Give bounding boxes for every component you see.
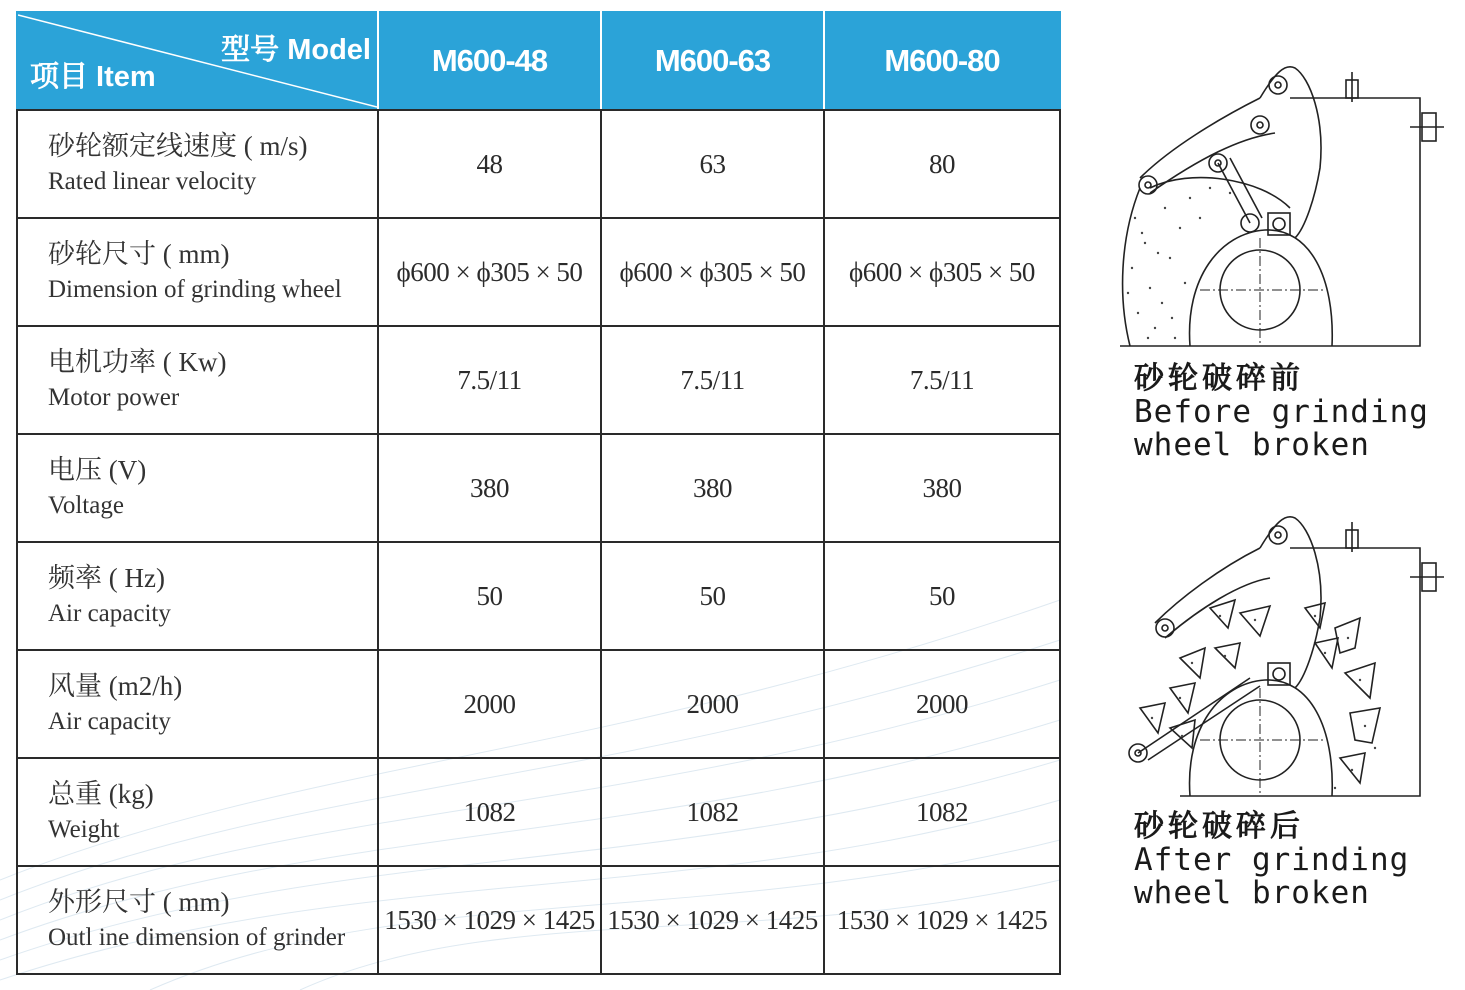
row-label-en: Outl ine dimension of grinder (48, 924, 346, 951)
row-label (17, 110, 378, 218)
grinding-wheel-after-diagram (1110, 508, 1450, 803)
table-cell: 2000 (601, 650, 824, 758)
caption-before-en-line2: wheel broken (1134, 427, 1370, 463)
row-label-en: Air capacity (48, 708, 171, 735)
table-cell: 50 (378, 542, 601, 650)
caption-after (1134, 810, 1409, 910)
row-label-cn: 砂轮尺寸 ( mm) (48, 239, 230, 269)
table-cell: 7.5/11 (601, 326, 824, 434)
table-cell: ϕ600 × ϕ305 × 50 (378, 218, 601, 326)
row-label-en: Motor power (48, 384, 180, 411)
table-cell: ϕ600 × ϕ305 × 50 (601, 218, 824, 326)
row-label (17, 326, 378, 434)
table-cell: 50 (824, 542, 1060, 650)
caption-after-en-line2: wheel broken (1134, 875, 1370, 911)
table-cell: 1082 (824, 758, 1060, 866)
row-label-cn: 外形尺寸 ( mm) (48, 887, 230, 917)
caption-after-cn: 砂轮破碎后 (1134, 809, 1304, 844)
row-label-en: Air capacity (48, 600, 171, 627)
table-cell: 7.5/11 (824, 326, 1060, 434)
row-label-cn: 总重 (kg) (48, 779, 154, 809)
table-cell: 1530 × 1029 × 1425 (601, 866, 824, 974)
table-row (17, 542, 1060, 650)
table-cell: 1530 × 1029 × 1425 (378, 866, 601, 974)
row-label-en: Rated linear velocity (48, 168, 257, 195)
table-row (17, 110, 1060, 218)
caption-before-cn: 砂轮破碎前 (1134, 361, 1304, 396)
table-row (17, 866, 1060, 974)
table-cell: 1082 (601, 758, 824, 866)
row-label-en: Voltage (48, 492, 124, 519)
row-label (17, 758, 378, 866)
table-cell: 80 (824, 110, 1060, 218)
row-label-en: Weight (48, 816, 120, 843)
table-cell: 380 (601, 434, 824, 542)
row-label-cn: 电机功率 ( Kw) (48, 347, 227, 377)
row-label (17, 650, 378, 758)
row-label (17, 434, 378, 542)
table-row (17, 434, 1060, 542)
header-row (17, 12, 1060, 110)
model-header-label: 型号 Model (221, 34, 371, 66)
table-cell: 2000 (824, 650, 1060, 758)
table-cell: 7.5/11 (378, 326, 601, 434)
row-label (17, 542, 378, 650)
row-label (17, 866, 378, 974)
table-cell: 1082 (378, 758, 601, 866)
spec-table (16, 11, 1061, 975)
table-cell: 1530 × 1029 × 1425 (824, 866, 1060, 974)
item-header-label: 项目 Item (30, 61, 156, 93)
table-cell: 380 (378, 434, 601, 542)
table-row (17, 650, 1060, 758)
model-header-m600-63: M600-63 (601, 12, 824, 110)
table-cell: 2000 (378, 650, 601, 758)
model-header-m600-48: M600-48 (378, 12, 601, 110)
caption-before (1134, 362, 1429, 462)
caption-after-en-line1: After grinding (1134, 842, 1410, 878)
row-label-en: Dimension of grinding wheel (48, 276, 342, 303)
corner-header-cell (17, 12, 378, 110)
table-cell: 50 (601, 542, 824, 650)
table-row (17, 218, 1060, 326)
row-label-cn: 砂轮额定线速度 ( m/s) (48, 131, 308, 161)
table-cell: ϕ600 × ϕ305 × 50 (824, 218, 1060, 326)
row-label-cn: 电压 (V) (48, 455, 147, 485)
table-row (17, 758, 1060, 866)
table-row (17, 326, 1060, 434)
row-label-cn: 风量 (m2/h) (48, 671, 183, 701)
row-label-cn: 频率 ( Hz) (48, 563, 165, 593)
model-header-m600-80: M600-80 (824, 12, 1060, 110)
table-cell: 63 (601, 110, 824, 218)
row-label (17, 218, 378, 326)
grinding-wheel-before-diagram (1110, 58, 1450, 353)
table-cell: 380 (824, 434, 1060, 542)
caption-before-en-line1: Before grinding (1134, 394, 1429, 430)
table-cell: 48 (378, 110, 601, 218)
